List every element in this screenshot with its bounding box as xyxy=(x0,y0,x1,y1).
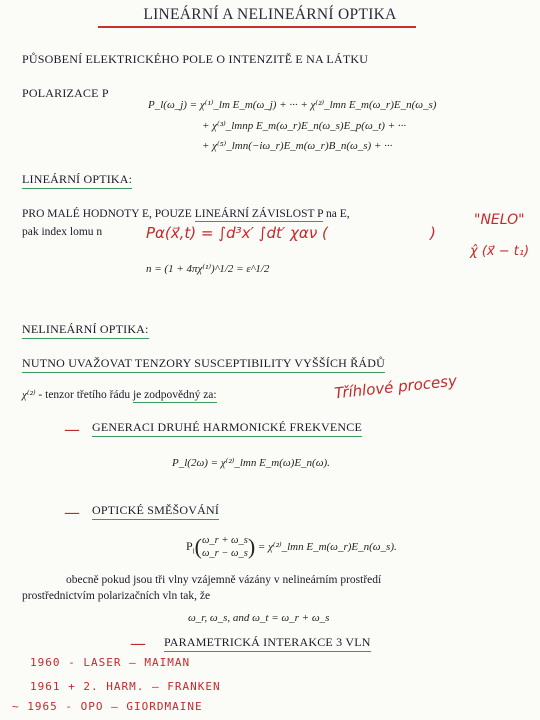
mix-eq-rest: = χ⁽²⁾_lmn E_m(ω_r)E_n(ω_s). xyxy=(257,541,397,553)
general-line2: prostřednictvím polarizačních vln tak, že xyxy=(22,590,211,602)
general-line1: obecně pokud jsou tři vlny vzájemně vázány v nelineárním prostředí xyxy=(66,574,382,586)
intro-heading: PŮSOBENÍ ELEKTRICKÉHO POLE O INTENZITĚ E NA LÁTKU xyxy=(22,52,369,66)
param-label: PARAMETRICKÁ INTERAKCE 3 VLN xyxy=(164,635,371,652)
note-nelo: "NELO" xyxy=(474,212,525,228)
chi2-text-b: je zodpovědný za: xyxy=(132,389,217,401)
polarization-label: POLARIZACE P xyxy=(22,86,109,100)
note-chi: χ̂ (x⃗ − t₁) xyxy=(470,244,530,259)
history-event: LASER xyxy=(83,656,122,669)
linear-line1-c: na E, xyxy=(323,208,350,220)
chi2-symbol: χ⁽²⁾ xyxy=(22,389,36,401)
page-title: LINEÁRNÍ A NELINEÁRNÍ OPTIKA xyxy=(143,6,397,23)
param-bullet: — xyxy=(130,634,146,653)
linear-heading: LINEÁRNÍ OPTIKA: xyxy=(22,172,132,189)
mix-eq-sum: ω_r + ω_s xyxy=(201,535,248,547)
polarization-eq-line1: P_l(ω_j) = χ⁽¹⁾_lm E_m(ω_j) + ··· + χ⁽²⁾_lmn E_m(ω_r)E_n(ω_s) xyxy=(148,99,437,111)
refractive-index-eq: n = (1 + 4πχ⁽¹⁾)^1/2 = ε^1/2 xyxy=(146,263,270,275)
mix-eq: $P_l(\omega\_r$ + ω_s ω_r − ω_s) = χ⁽²⁾_lmn E_m(ω_r)E_n(ω_s). xyxy=(186,534,397,560)
shg-bullet: — xyxy=(64,420,80,439)
history-row-2: 1961 + 2. HARM. — FRANKEN xyxy=(30,680,221,693)
nonlinear-line1: NUTNO UVAŽOVAT TENZORY SUSCEPTIBILITY VYŠŠÍCH ŘÁDŮ xyxy=(22,356,385,373)
linear-line1-b: LINEÁRNÍ ZÁVISLOST P xyxy=(194,208,324,220)
linear-line2: pak index lomu n xyxy=(22,226,103,238)
history-event: OPO xyxy=(80,700,104,713)
history-year: 1961 xyxy=(30,680,61,693)
title-underline xyxy=(98,26,416,28)
linear-line1 xyxy=(22,208,350,220)
history-year: 1965 xyxy=(27,700,58,713)
chi2-text-a: - tenzor třetího řádu xyxy=(35,389,133,401)
history-row-1: 1960 - LASER — MAIMAN xyxy=(30,656,191,669)
linear-line1-a: PRO MALÉ HODNOTY E, POUZE xyxy=(22,208,195,220)
history-person: GIORDMAINE xyxy=(126,700,203,713)
three-wave-condition: ω_r, ω_s, and ω_t = ω_r + ω_s xyxy=(188,612,330,624)
history-event: 2. HARM. xyxy=(83,680,145,693)
note-three-wave: Tříhlové procesy xyxy=(333,371,458,403)
shg-label: GENERACI DRUHÉ HARMONICKÉ FREKVENCE xyxy=(92,420,362,437)
mix-label: OPTICKÉ SMĚŠOVÁNÍ xyxy=(92,503,219,520)
nonlinear-heading: NELINEÁRNÍ OPTIKA: xyxy=(22,322,149,339)
history-person: MAIMAN xyxy=(144,656,191,669)
chi2-line xyxy=(22,388,217,401)
mix-bullet: — xyxy=(64,503,80,522)
mix-eq-diff: ω_r − ω_s xyxy=(201,548,248,560)
history-row-3: ~ 1965 - OPO — GIORDMAINE xyxy=(12,700,203,713)
history-year: 1960 xyxy=(30,656,61,669)
shg-eq: P_l(2ω) = χ⁽²⁾_lmn E_m(ω)E_n(ω). xyxy=(172,457,330,469)
polarization-eq-line3: + χ⁽⁵⁾_lmn(−iω_r)E_m(ω_r)B_n(ω_s) + ··· xyxy=(202,140,393,152)
handwritten-response-eq-end: ) xyxy=(430,224,436,242)
polarization-eq-line2: + χ⁽³⁾_lmnp E_m(ω_r)E_n(ω_s)E_p(ω_t) + ··· xyxy=(202,120,407,132)
history-person: FRANKEN xyxy=(167,680,221,693)
handwritten-response-eq: Pα(x⃗,t) = ∫d³x′ ∫dt′ χαν ( xyxy=(146,224,328,242)
